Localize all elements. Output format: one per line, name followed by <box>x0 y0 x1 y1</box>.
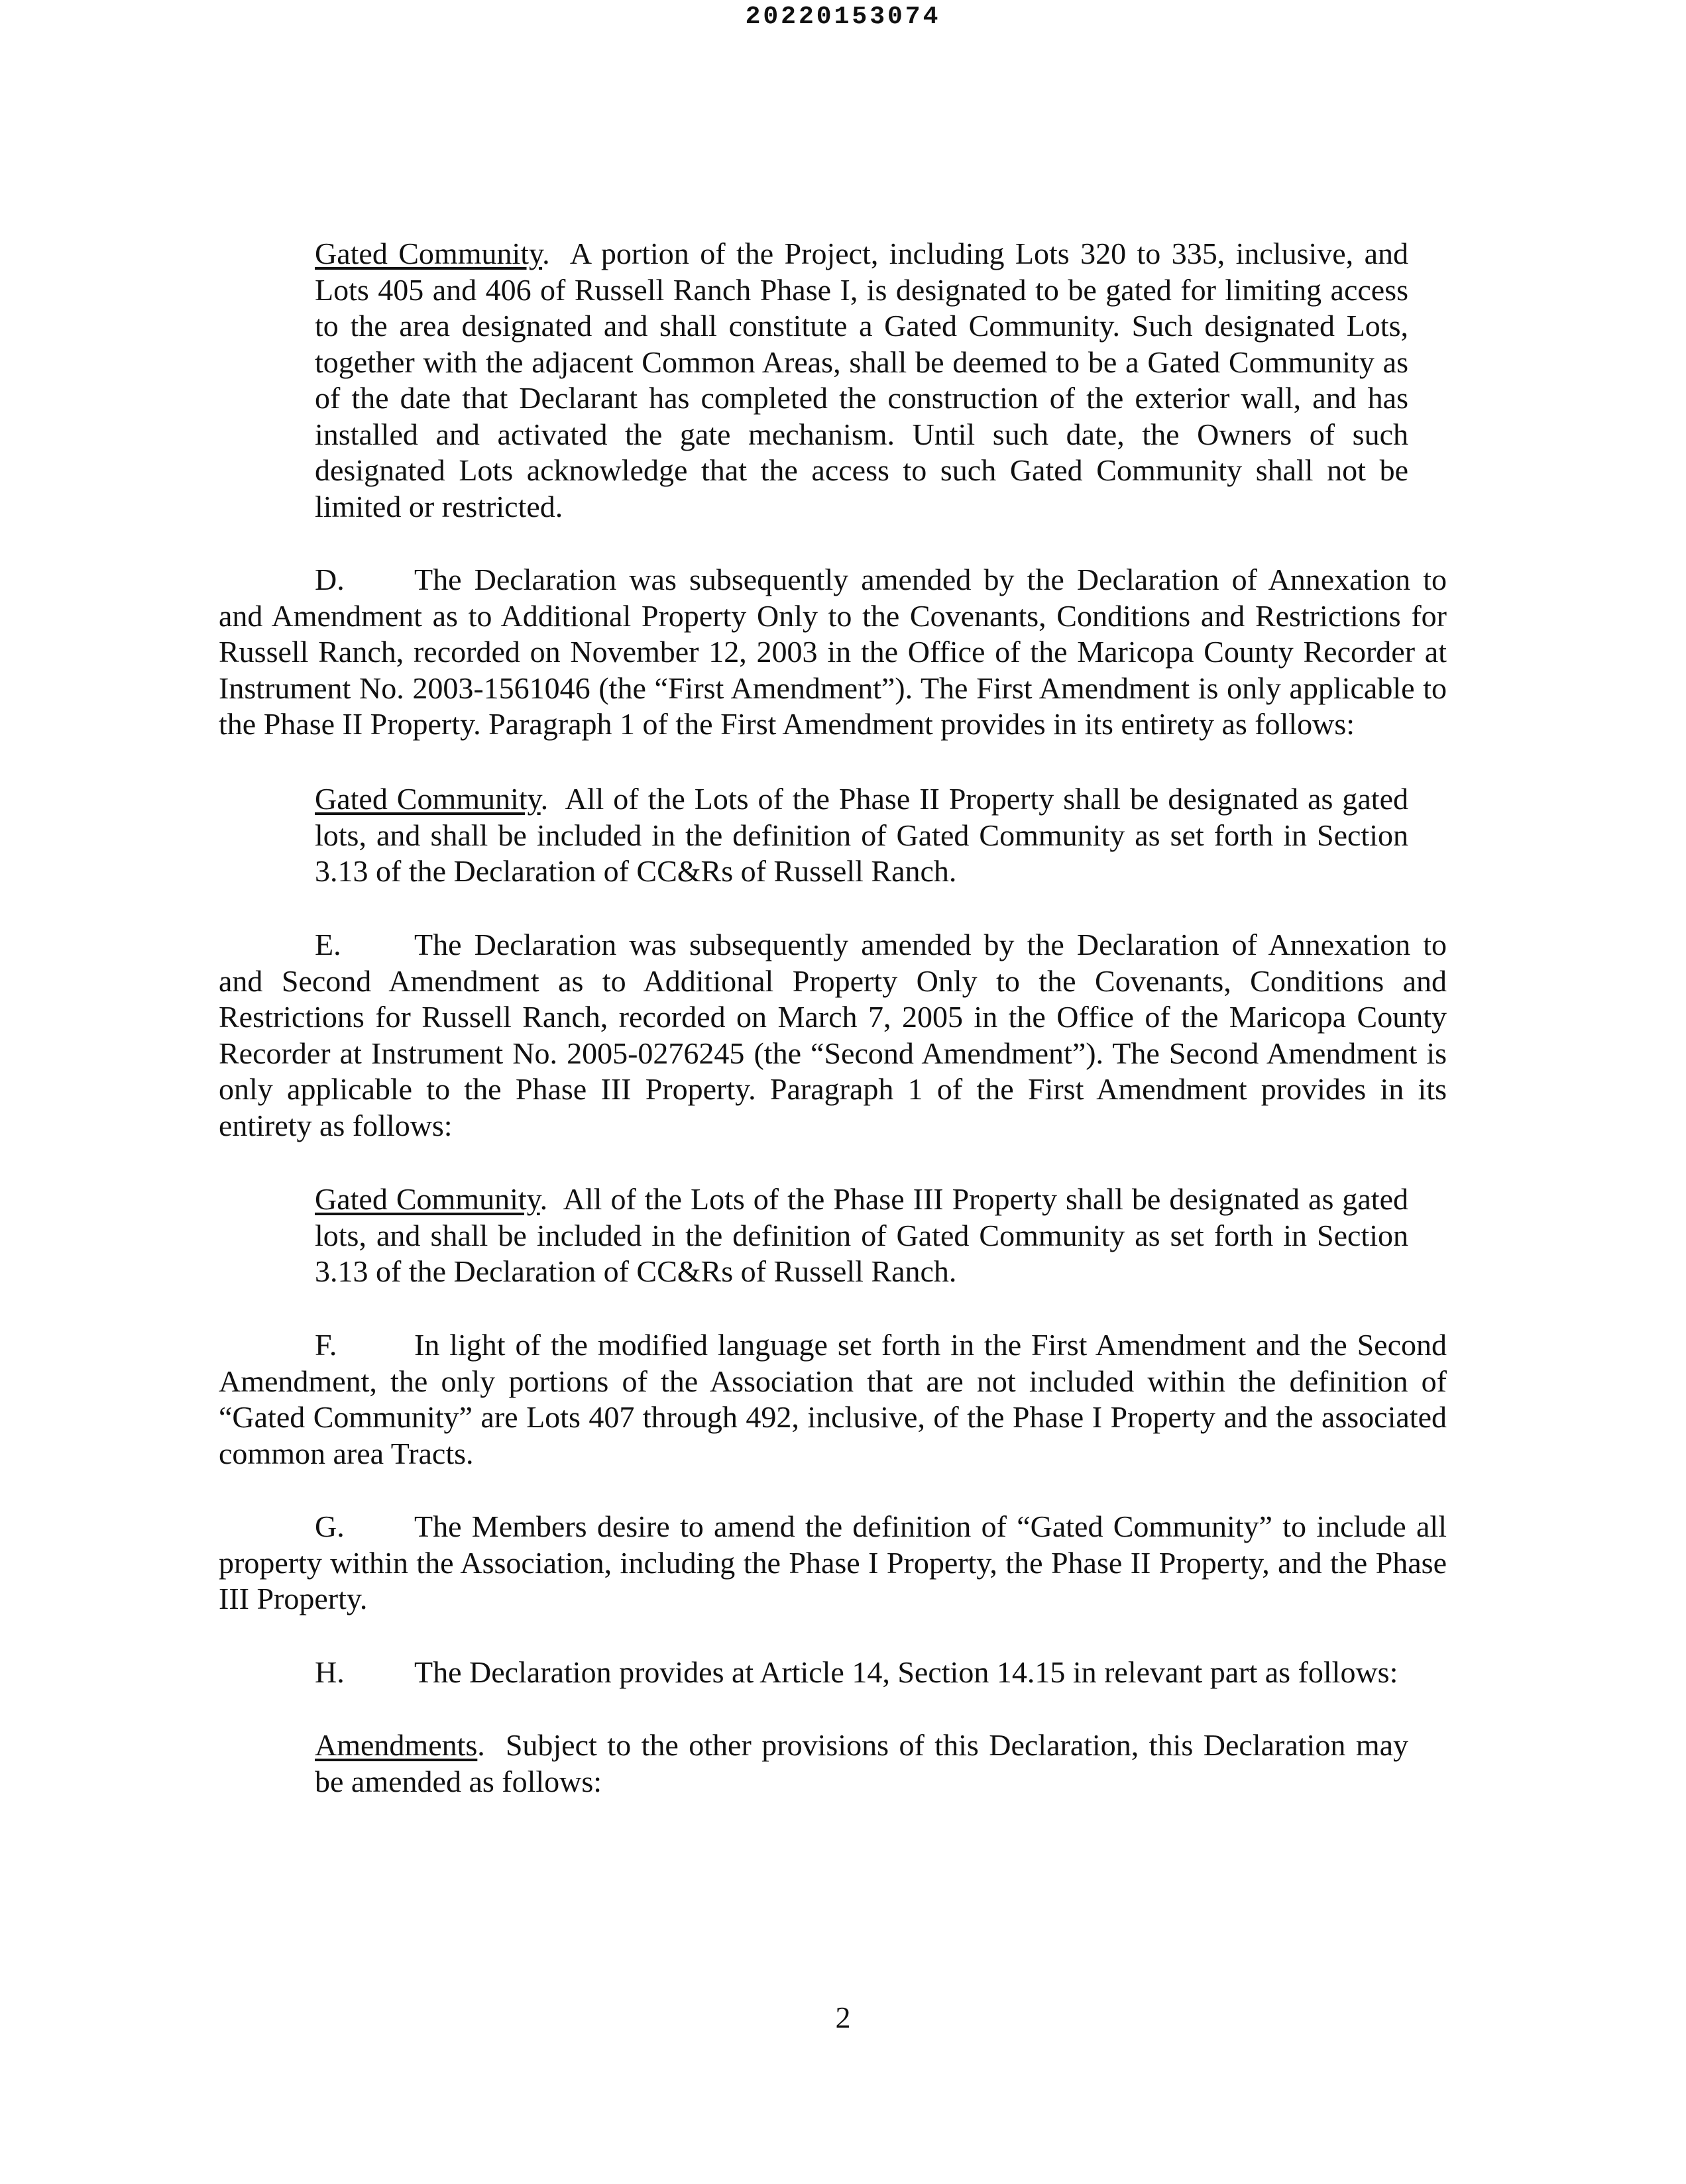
recital-label: F. <box>315 1328 337 1362</box>
quote-body: A portion of the Project, including Lots 320 to 335, inclusive, and Lots 405 and 406 of Russell Ranch Phase I, is designated to be gated for limiting access to the area designated and shall constitute a Gated Community. Such designated Lots, together with the adjacent Common Areas, shall be deemed to be a Gated Community as of the date that Declarant has completed the construction of the exterior wall, and has installed and activated the gate mechanism. Until such date, the Owners of such designated Lots acknowledge that the access to such Gated Community shall not be limited or restricted. <box>315 237 1408 523</box>
recital-paragraph-f <box>219 1327 1447 1472</box>
recital-paragraph-d <box>219 562 1447 743</box>
quote-heading: Gated Community <box>315 782 541 816</box>
document-number: 20220153074 <box>745 3 941 31</box>
quote-body: Subject to the other provisions of this Declaration, this Declaration may be amended as follows: <box>315 1728 1409 1798</box>
recital-body: The Declaration was subsequently amended by the Declaration of Annexation to and Amendment as to Additional Property Only to the Covenants, Conditions and Restrictions for Russell Ranch, recorded on November 12, 2003 in the Office of the Maricopa County Recorder at Instrument No. 2003-1561046 (the “First Amendment”). The First Amendment is only applicable to the Phase II Property. Paragraph 1 of the First Amendment provides in its entirety as follows: <box>219 563 1447 741</box>
quote-heading: Amendments <box>315 1728 478 1762</box>
quoted-paragraph-gated-community-phase-1: Gated Community. A portion of the Project, including Lots 320 to 335, inclusive, and Lots 405 and 406 of Russell Ranch Phase I, is designated to be gated for limiting access to the area designated and shall constitute a Gated Community. Such designated Lots, together with the adjacent Common Areas, shall be deemed to be a Gated Community as of the date that Declarant has completed the construction of the exterior wall, and has installed and activated the gate mechanism. Until such date, the Owners of such designated Lots acknowledge that the access to such Gated Community shall not be limited or restricted. <box>315 237 1408 523</box>
recital-body: The Declaration provides at Article 14, Section 14.15 in relevant part as follows: <box>414 1655 1398 1689</box>
quoted-paragraph-gated-community-phase-2: Gated Community. All of the Lots of the Phase II Property shall be designated as gated lots, and shall be included in the definition of Gated Community as set forth in Section 3.13 of the Declaration of CC&Rs of Russell Ranch. <box>315 782 1409 888</box>
quoted-paragraph-gated-community-phase-3: Gated Community. All of the Lots of the Phase III Property shall be designated as gated lots, and shall be included in the definition of Gated Community as set forth in Section 3.13 of the Declaration of CC&Rs of Russell Ranch. <box>315 1182 1408 1288</box>
quoted-paragraph-amendments: Amendments. Subject to the other provisions of this Declaration, this Declaration may be amended as follows: <box>315 1728 1409 1798</box>
recital-body: The Members desire to amend the definition of “Gated Community” to include all property within the Association, including the Phase I Property, the Phase II Property, and the Phase III Property. <box>219 1509 1447 1615</box>
page-number: 2 <box>835 2000 851 2034</box>
quote-heading: Gated Community <box>315 1182 540 1216</box>
recital-label: G. <box>315 1509 345 1543</box>
quote-body: All of the Lots of the Phase II Property shall be designated as gated lots, and shall be included in the definition of Gated Community as set forth in Section 3.13 of the Declaration of CC&Rs of Russell Ranch. <box>315 782 1409 888</box>
recital-label: D. <box>315 563 345 596</box>
recital-label: E. <box>315 928 341 961</box>
recital-body: In light of the modified language set forth in the First Amendment and the Second Amendment, the only portions of the Association that are not included within the definition of “Gated Community” are Lots 407 through 492, inclusive, of the Phase I Property and the associated common area Tracts. <box>219 1328 1447 1470</box>
recital-body: The Declaration was subsequently amended by the Declaration of Annexation to and Second Amendment as to Additional Property Only to the Covenants, Conditions and Restrictions for Russell Ranch, recorded on March 7, 2005 in the Office of the Maricopa County Recorder at Instrument No. 2005-0276245 (the “Second Amendment”). The Second Amendment is only applicable to the Phase III Property. Paragraph 1 of the First Amendment provides in its entirety as follows: <box>219 928 1447 1142</box>
recital-paragraph-h <box>219 1655 1447 1691</box>
recital-label: H. <box>315 1655 345 1689</box>
recital-paragraph-g <box>219 1509 1447 1617</box>
recital-paragraph-e <box>219 927 1447 1144</box>
quote-heading: Gated Community <box>315 237 543 270</box>
quote-body: All of the Lots of the Phase III Property shall be designated as gated lots, and shall be included in the definition of Gated Community as set forth in Section 3.13 of the Declaration of CC&Rs of Russell Ranch. <box>315 1182 1408 1288</box>
